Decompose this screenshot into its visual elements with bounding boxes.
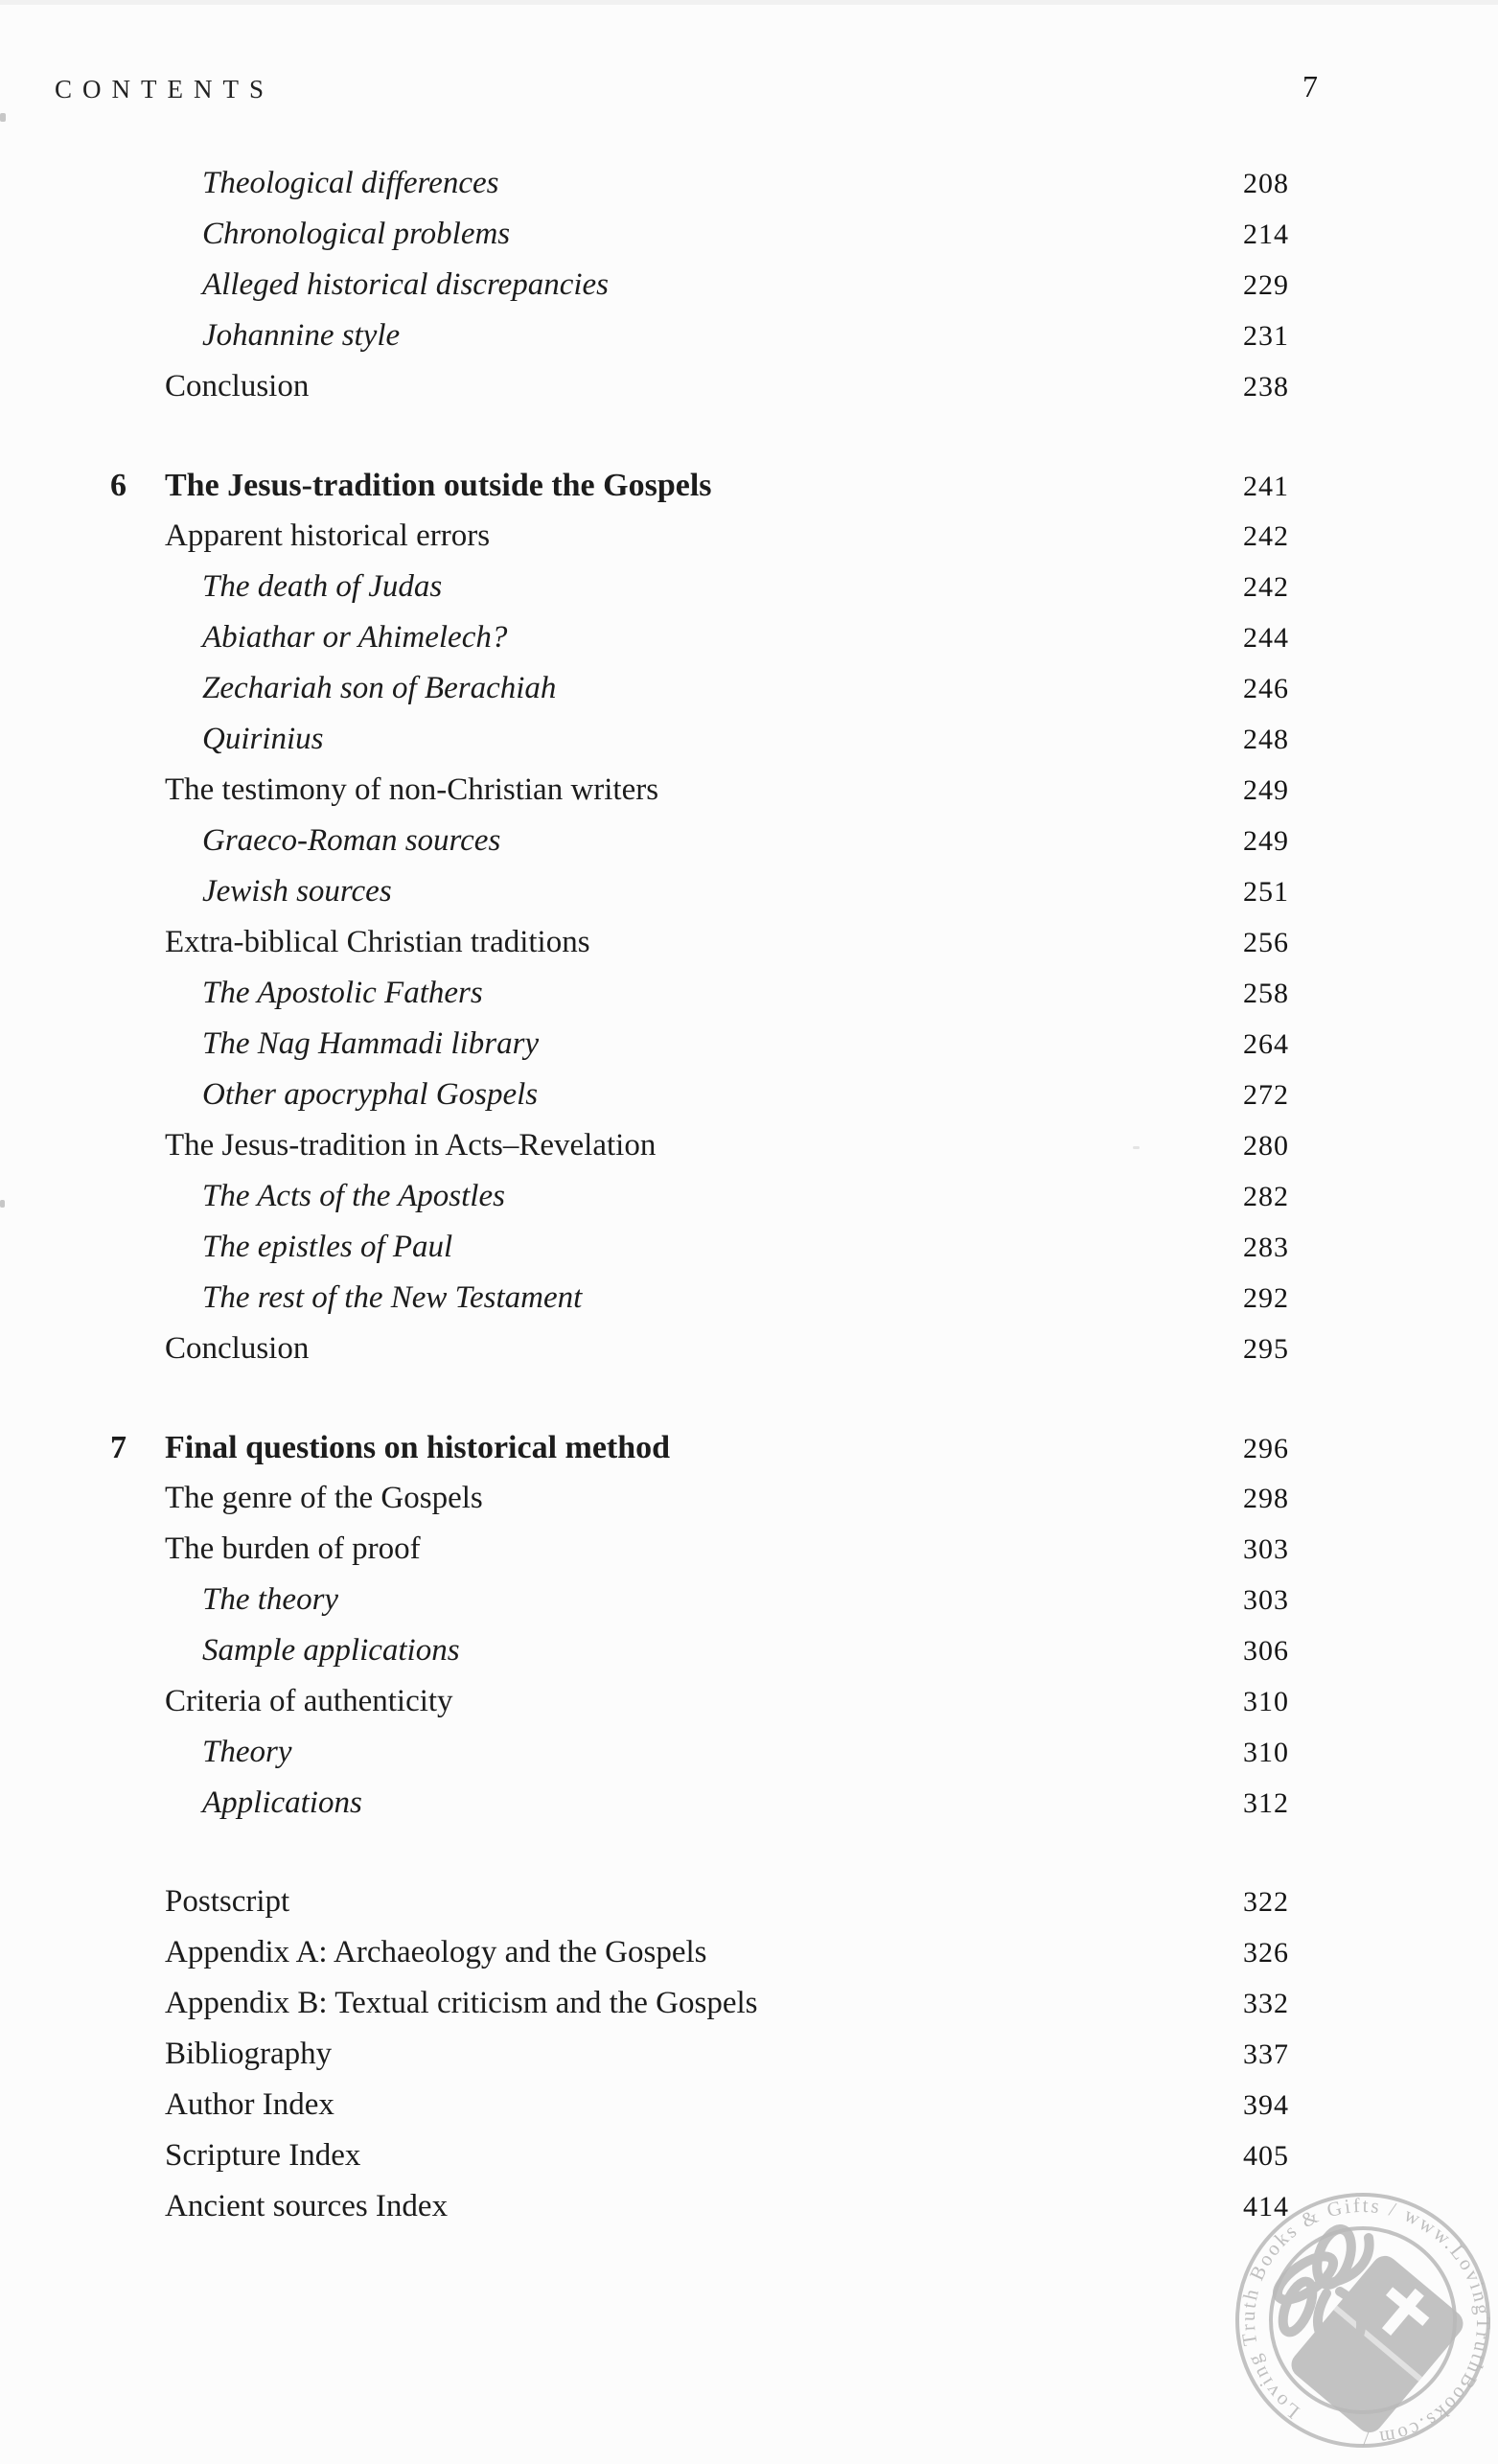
toc-entry-page: 282 [1243, 1181, 1289, 1212]
toc-entry-label: The Nag Hammadi library [202, 1026, 540, 1061]
toc-entry-row [110, 1070, 1289, 1120]
toc-entry-row [110, 1171, 1289, 1222]
toc-entry-row [110, 1877, 1289, 1927]
toc-entry-label: Appendix A: Archaeology and the Gospels [165, 1935, 707, 1969]
toc-entry-page: 272 [1243, 1079, 1289, 1111]
toc-entry-page: 322 [1243, 1886, 1289, 1918]
toc-entry-label: Criteria of authenticity [165, 1684, 453, 1718]
toc-entry-page: 264 [1243, 1028, 1289, 1060]
toc-entry-label: Appendix B: Textual criticism and the Gospels [165, 1986, 758, 2020]
toc-entry-page: 214 [1243, 219, 1289, 250]
toc-entry-page: 244 [1243, 622, 1289, 654]
toc-entry-page: 242 [1243, 571, 1289, 603]
toc-entry-page: 238 [1243, 371, 1289, 403]
toc-entry-label: Sample applications [202, 1633, 460, 1668]
toc-entry-row [110, 714, 1289, 765]
toc-entry-row [110, 1625, 1289, 1676]
toc-entry-row [110, 2029, 1289, 2080]
page-title: CONTENTS [55, 75, 274, 104]
toc-entry-label: Quirinius [202, 722, 324, 756]
toc-entry-row [110, 1019, 1289, 1070]
toc-entry-page: 283 [1243, 1232, 1289, 1263]
toc-entry-label: The theory [202, 1582, 339, 1617]
toc-entry-page: 337 [1243, 2038, 1289, 2070]
toc-entry-label: Jewish sources [202, 874, 392, 909]
toc-entry-label: Conclusion [165, 369, 310, 403]
toc-entry-page: 296 [1243, 1433, 1289, 1464]
toc-entry-row [110, 2130, 1289, 2181]
toc-entry-row [110, 2181, 1289, 2232]
toc-entry-row [110, 917, 1289, 968]
toc-entry-page: 310 [1243, 1686, 1289, 1717]
toc-entry-row [110, 209, 1289, 260]
chapter-title: Final questions on historical method [165, 1430, 671, 1465]
scan-speck [0, 113, 6, 122]
toc-entry-label: Ancient sources Index [165, 2189, 449, 2223]
toc-entry-page: 208 [1243, 168, 1289, 199]
toc-entry-label: Theory [202, 1735, 292, 1769]
toc-entry-row [110, 765, 1289, 816]
toc-entry-label: Abiathar or Ahimelech? [202, 620, 508, 655]
toc-entry-row [110, 1273, 1289, 1324]
toc-entry-row [110, 1727, 1289, 1778]
toc-entry-label: The rest of the New Testament [202, 1280, 583, 1315]
toc-entry-label: Scripture Index [165, 2138, 361, 2173]
toc-entry-row [110, 2080, 1289, 2130]
toc-entry-label: Johannine style [202, 318, 401, 353]
chapter-title: The Jesus-tradition outside the Gospels [165, 468, 712, 503]
toc-entry-page: 231 [1243, 320, 1289, 352]
toc-entry-page: 242 [1243, 520, 1289, 552]
toc-entry-page: 251 [1243, 876, 1289, 908]
toc-entry-page: 394 [1243, 2089, 1289, 2121]
scan-edge-artifact [0, 0, 1498, 5]
toc-entry-label: The genre of the Gospels [165, 1481, 483, 1515]
toc-entry-page: 326 [1243, 1937, 1289, 1969]
toc-entry-row [110, 511, 1289, 562]
toc-entry-label: The death of Judas [202, 569, 443, 604]
toc-chapter-row [110, 1422, 1289, 1473]
table-of-contents [110, 158, 1289, 2232]
chapter-number: 7 [110, 1430, 127, 1465]
toc-section [110, 1422, 1289, 1829]
toc-entry-page: 246 [1243, 673, 1289, 704]
toc-entry-page: 303 [1243, 1533, 1289, 1565]
toc-entry-page: 306 [1243, 1635, 1289, 1667]
toc-entry-label: Conclusion [165, 1331, 310, 1366]
toc-entry-page: 405 [1243, 2140, 1289, 2172]
toc-chapter-row [110, 460, 1289, 511]
toc-entry-label: The epistles of Paul [202, 1230, 453, 1264]
toc-entry-page: 258 [1243, 978, 1289, 1009]
toc-entry-label: Apparent historical errors [165, 518, 491, 553]
toc-entry-label: Chronological problems [202, 217, 511, 251]
toc-entry-row [110, 158, 1289, 209]
toc-entry-row [110, 1575, 1289, 1625]
toc-entry-page: 280 [1243, 1130, 1289, 1162]
toc-entry-page: 248 [1243, 724, 1289, 755]
toc-entry-label: Other apocryphal Gospels [202, 1077, 539, 1112]
toc-entry-page: 332 [1243, 1988, 1289, 2019]
toc-entry-row [110, 1676, 1289, 1727]
toc-entry-label: The testimony of non-Christian writers [165, 772, 659, 807]
toc-entry-row [110, 1120, 1289, 1171]
toc-entry-page: 295 [1243, 1333, 1289, 1365]
toc-entry-page: 249 [1243, 825, 1289, 857]
toc-entry-label: The burden of proof [165, 1531, 421, 1566]
toc-entry-row [110, 260, 1289, 311]
toc-entry-page: 303 [1243, 1584, 1289, 1616]
toc-entry-page: 312 [1243, 1787, 1289, 1819]
toc-entry-row [110, 1778, 1289, 1829]
toc-entry-row [110, 1927, 1289, 1978]
toc-entry-page: 310 [1243, 1737, 1289, 1768]
toc-entry-label: The Jesus-tradition in Acts–Revelation [165, 1128, 657, 1163]
watermark-ring-text: Loving Truth Books & Gifts / www.LovingTruthBooks.com / [1235, 2193, 1495, 2451]
toc-entry-label: Alleged historical discrepancies [202, 267, 610, 302]
toc-entry-page: 414 [1243, 2191, 1289, 2222]
toc-entry-label: Extra-biblical Christian traditions [165, 925, 590, 959]
toc-entry-label: The Acts of the Apostles [202, 1179, 505, 1213]
toc-entry-label: Zechariah son of Berachiah [202, 671, 557, 705]
toc-entry-page: 241 [1243, 471, 1289, 502]
toc-entry-label: The Apostolic Fathers [202, 976, 483, 1010]
toc-section [110, 460, 1289, 1374]
toc-entry-row [110, 816, 1289, 866]
toc-entry-row [110, 1324, 1289, 1374]
toc-entry-page: 229 [1243, 269, 1289, 301]
toc-entry-row [110, 968, 1289, 1019]
toc-entry-row [110, 1978, 1289, 2029]
folio-page-number: 7 [1302, 69, 1318, 104]
toc-entry-row [110, 1473, 1289, 1524]
toc-entry-label: Author Index [165, 2087, 334, 2122]
toc-entry-row [110, 361, 1289, 412]
toc-entry-label: Applications [202, 1785, 362, 1820]
toc-entry-label: Postscript [165, 1884, 290, 1919]
chapter-number: 6 [110, 468, 127, 503]
toc-entry-label: Theological differences [202, 166, 499, 200]
toc-entry-label: Bibliography [165, 2037, 333, 2071]
toc-entry-row [110, 311, 1289, 361]
scan-speck [0, 1200, 5, 1208]
toc-entry-row [110, 866, 1289, 917]
toc-entry-page: 292 [1243, 1282, 1289, 1314]
toc-entry-row [110, 663, 1289, 714]
toc-section [110, 158, 1289, 412]
toc-entry-row [110, 1524, 1289, 1575]
toc-entry-page: 256 [1243, 927, 1289, 958]
toc-entry-row [110, 562, 1289, 612]
toc-entry-page: 298 [1243, 1483, 1289, 1514]
toc-entry-row [110, 612, 1289, 663]
toc-entry-page: 249 [1243, 774, 1289, 806]
toc-entry-row [110, 1222, 1289, 1273]
toc-entry-label: Graeco-Roman sources [202, 823, 501, 858]
toc-section [110, 1877, 1289, 2232]
